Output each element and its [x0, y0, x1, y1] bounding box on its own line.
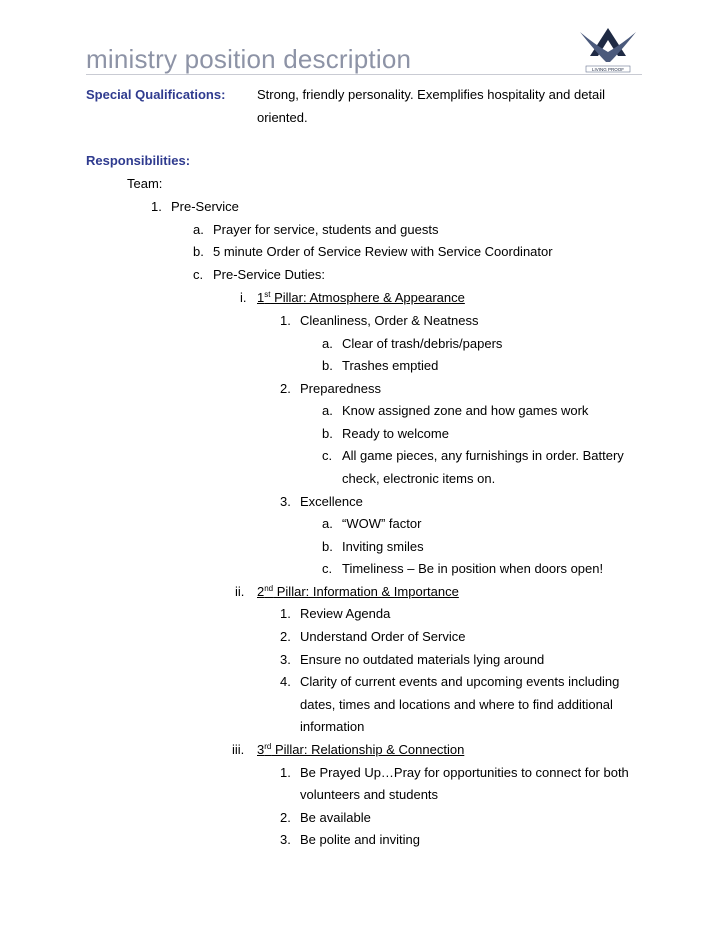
list-marker: b.	[322, 358, 333, 373]
list-item: Be available	[300, 810, 371, 825]
header-divider	[86, 74, 642, 75]
list-item: Clarity of current events and upcoming events including	[300, 674, 620, 689]
list-item: Understand Order of Service	[300, 629, 466, 644]
list-item: Excellence	[300, 494, 363, 509]
list-item: Be Prayed Up…Pray for opportunities to connect for both	[300, 765, 629, 780]
list-marker: a.	[322, 403, 333, 418]
list-marker: b.	[322, 539, 333, 554]
list-marker: 2.	[280, 629, 291, 644]
responsibilities-label: Responsibilities:	[86, 153, 191, 168]
list-item: “WOW” factor	[342, 516, 422, 531]
list-marker: 4.	[280, 674, 291, 689]
list-item: 5 minute Order of Service Review with Service Coordinator	[213, 244, 553, 259]
list-marker: a.	[322, 336, 333, 351]
list-item: Review Agenda	[300, 606, 391, 621]
pre-service-heading: Pre-Service	[171, 199, 239, 214]
list-item: Ensure no outdated materials lying around	[300, 652, 545, 667]
list-item: Know assigned zone and how games work	[342, 403, 589, 418]
list-item-continuation: volunteers and students	[300, 787, 439, 802]
list-marker: a.	[322, 516, 333, 531]
list-item: Timeliness – Be in position when doors open!	[342, 561, 604, 576]
qualifications-text-line-1: Strong, friendly personality. Exemplifies hospitality and detail	[257, 87, 606, 102]
list-marker: 1.	[280, 765, 291, 780]
list-marker: 2.	[280, 381, 291, 396]
list-marker: ii.	[235, 584, 245, 599]
logo-text: LIVING PROOF	[591, 67, 625, 73]
list-item-continuation: dates, times and locations and where to find additional	[300, 697, 613, 712]
list-marker: 1.	[280, 313, 291, 328]
ministry-logo	[576, 22, 640, 76]
list-marker: c.	[193, 267, 204, 282]
list-marker: a.	[193, 222, 204, 237]
pillar-3-heading: 3rd Pillar: Relationship & Connection	[257, 742, 465, 757]
list-marker: c.	[322, 561, 333, 576]
list-marker: 3.	[280, 652, 291, 667]
list-marker: b.	[322, 426, 333, 441]
list-marker: iii.	[232, 742, 245, 757]
list-marker: 3.	[280, 832, 291, 847]
list-marker: 1.	[280, 606, 291, 621]
team-label: Team:	[127, 176, 163, 191]
list-item: Clear of trash/debris/papers	[342, 336, 503, 351]
list-item: Trashes emptied	[342, 358, 439, 373]
list-item: All game pieces, any furnishings in order. Battery	[342, 448, 624, 463]
pillar-2-heading: 2nd Pillar: Information & Importance	[257, 584, 459, 599]
list-marker: 3.	[280, 494, 291, 509]
list-marker: c.	[322, 448, 333, 463]
list-marker: i.	[240, 290, 247, 305]
pillar-1-heading: 1st Pillar: Atmosphere & Appearance	[257, 290, 465, 305]
list-item: Prayer for service, students and guests	[213, 222, 439, 237]
list-item: Inviting smiles	[342, 539, 424, 554]
qualifications-text-line-2: oriented.	[257, 110, 308, 125]
list-item: Ready to welcome	[342, 426, 449, 441]
list-item-continuation: check, electronic items on.	[342, 471, 496, 486]
list-item: Pre-Service Duties:	[213, 267, 325, 282]
special-qualifications-label: Special Qualifications:	[86, 87, 226, 102]
list-item: Be polite and inviting	[300, 832, 420, 847]
list-item: Cleanliness, Order & Neatness	[300, 313, 479, 328]
list-item-continuation: information	[300, 719, 365, 734]
page-title: ministry position description	[86, 44, 412, 74]
list-marker: 2.	[280, 810, 291, 825]
logo-mark-icon	[580, 28, 636, 72]
list-item: Preparedness	[300, 381, 381, 396]
list-marker: b.	[193, 244, 204, 259]
list-marker: 1.	[151, 199, 162, 214]
